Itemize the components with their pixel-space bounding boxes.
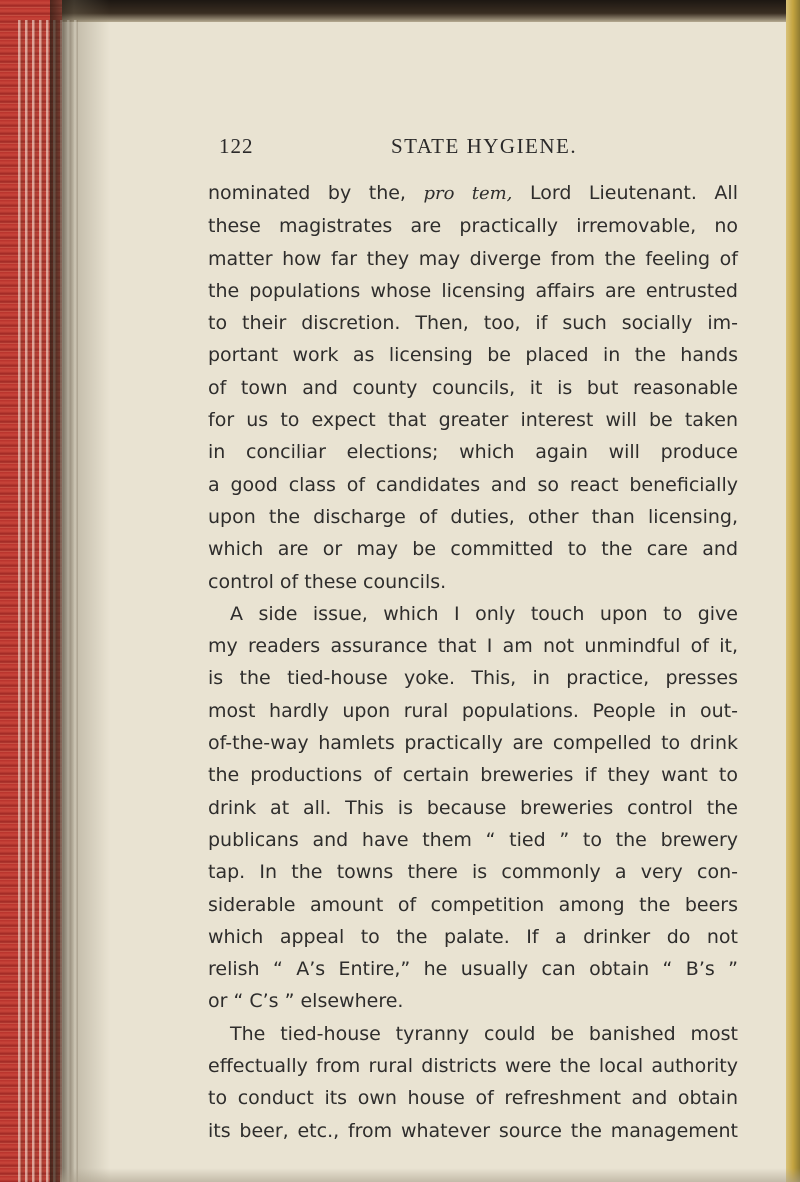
text-line: A side issue, which I only touch upon to give xyxy=(230,602,738,625)
text-line: drink at all. This is because breweries control the xyxy=(208,796,738,819)
text-line: to their discretion. Then, too, if such socially im- xyxy=(208,312,738,335)
text-line: upon the discharge of duties, other than licensing, xyxy=(208,505,738,528)
text-line: relish “ A’s Entire,” he usually can obtain “ B’s ” xyxy=(208,958,738,981)
text-line: which appeal to the palate. If a drinker do not xyxy=(208,925,738,948)
paragraph-1 xyxy=(208,177,738,598)
text-line: to conduct its own house of refreshment and obtain xyxy=(208,1087,738,1110)
book-top-edge xyxy=(0,0,800,22)
text-line: the productions of certain breweries if they want to xyxy=(208,764,738,787)
text-line: a good class of candidates and so react beneficially xyxy=(208,473,738,496)
paragraph-3 xyxy=(208,1018,738,1147)
body-text xyxy=(208,177,738,1147)
page-number: 122 xyxy=(219,134,254,158)
text-segment: Lord Lieutenant. All xyxy=(529,182,738,204)
text-line xyxy=(208,177,738,210)
paragraph-2 xyxy=(208,598,738,1018)
page-header xyxy=(60,134,786,164)
text-line: of town and county councils, it is but reasonable xyxy=(208,376,738,399)
text-line: which are or may be committed to the care and xyxy=(208,538,738,561)
gilt-page-edge xyxy=(786,0,800,1182)
text-line: is the tied-house yoke. This, in practice, presses xyxy=(208,667,738,690)
text-line: of-the-way hamlets practically are compelled to drink xyxy=(208,732,738,755)
text-line: control of these councils. xyxy=(208,570,447,593)
text-line: the populations whose licensing affairs are entrusted xyxy=(208,279,738,302)
page-bottom-edge xyxy=(60,1168,800,1182)
italic-phrase: pro tem, xyxy=(423,183,513,204)
text-line: most hardly upon rural populations. People in out- xyxy=(208,699,738,722)
text-line: effectually from rural districts were the local authority xyxy=(208,1055,738,1078)
text-line: The tied-house tyranny could be banished most xyxy=(230,1022,738,1045)
text-line: matter how far they may diverge from the feeling of xyxy=(208,247,738,270)
text-line: portant work as licensing be placed in the hands xyxy=(208,344,738,367)
text-line: for us to expect that greater interest will be taken xyxy=(208,409,738,432)
text-line: in conciliar elections; which again will produce xyxy=(208,441,738,464)
text-line: tap. In the towns there is commonly a very con- xyxy=(208,861,738,884)
book-page xyxy=(60,22,786,1168)
running-head: STATE HYGIENE. xyxy=(391,134,578,158)
text-segment: nominated by the, xyxy=(208,182,406,204)
text-line: publicans and have them “ tied ” to the brewery xyxy=(208,828,738,851)
text-line: or “ C’s ” elsewhere. xyxy=(208,990,404,1013)
text-line: my readers assurance that I am not unmindful of it, xyxy=(208,635,738,658)
text-line: its beer, etc., from whatever source the management xyxy=(208,1119,738,1142)
text-line: siderable amount of competition among the beers xyxy=(208,893,738,916)
text-line: these magistrates are practically irremovable, no xyxy=(208,215,738,238)
